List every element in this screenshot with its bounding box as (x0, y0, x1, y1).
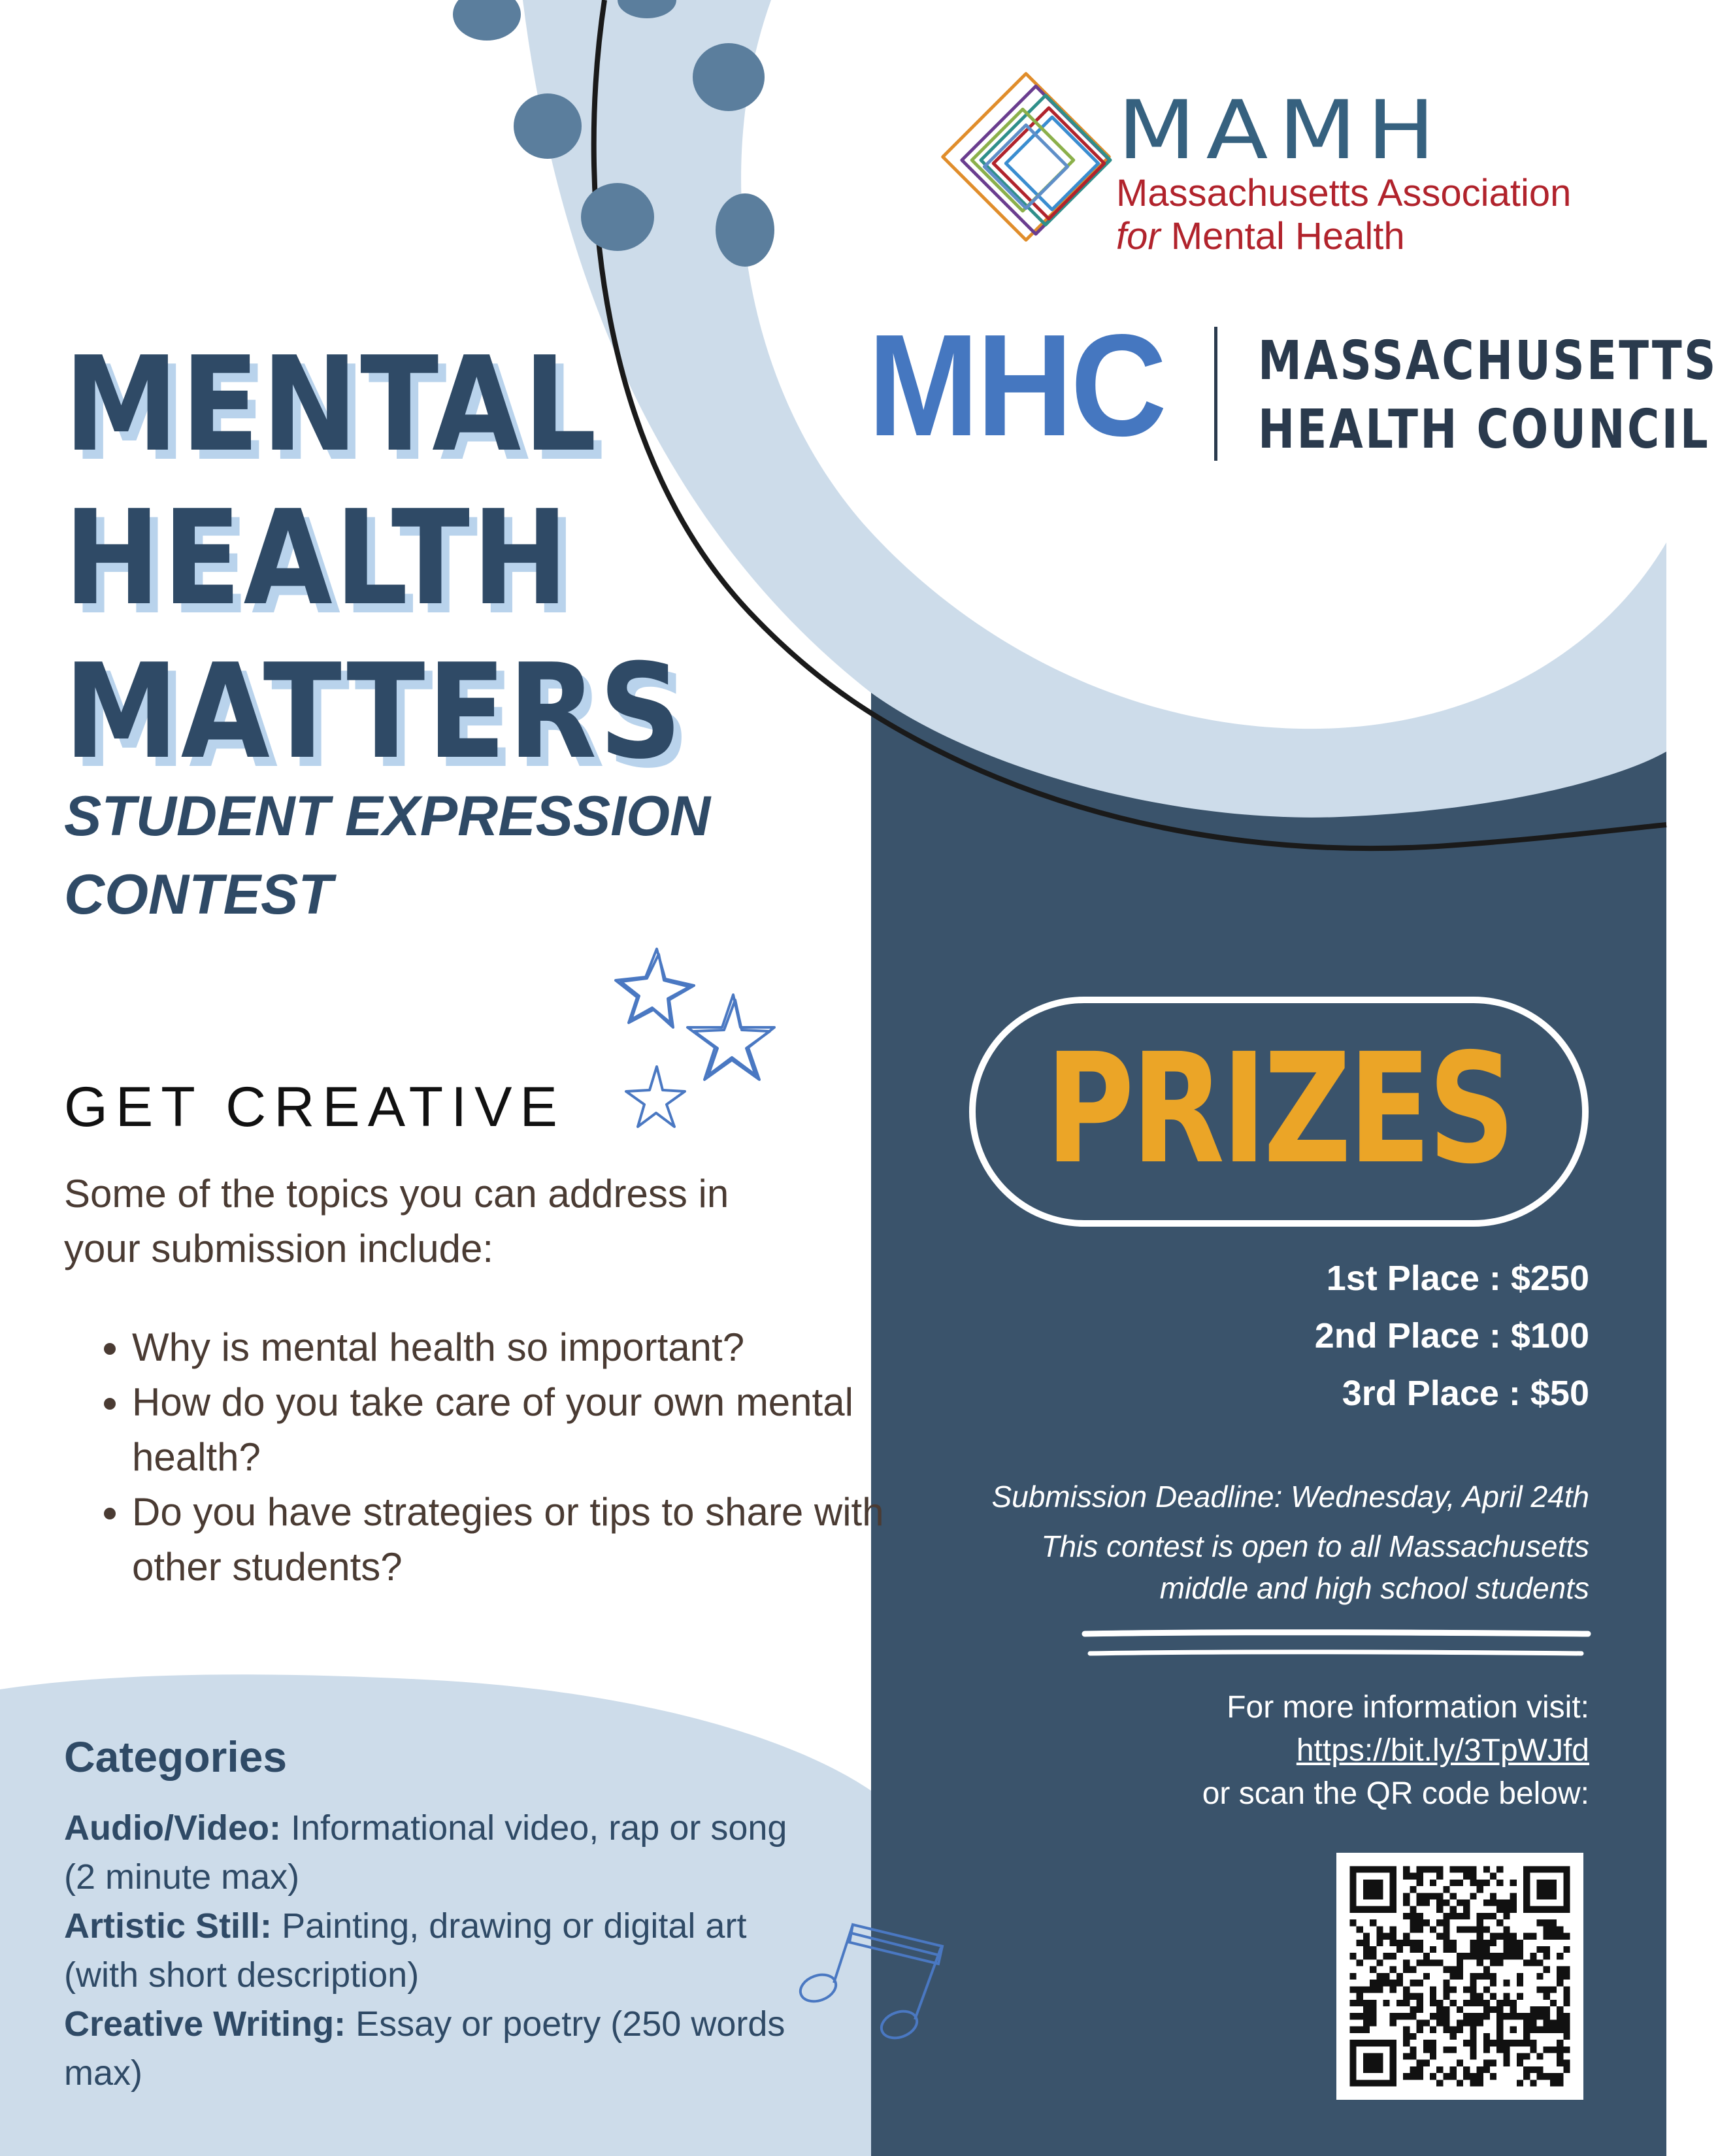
prize-first: 1st Place : $250 (1326, 1259, 1589, 1298)
mamh-subtitle-line2 (1116, 214, 1405, 258)
category-name: Creative Writing: (64, 2004, 346, 2044)
category-desc: Painting, drawing or digital art (with short description) (64, 1906, 747, 1995)
topic-item: • Do you have strategies or tips to share with other students? (132, 1485, 897, 1595)
topics-list (64, 1320, 897, 1595)
mamh-subtitle-line1: Massachusetts Association (1116, 172, 1572, 214)
mamh-wordmark: MAMH (1117, 84, 1445, 178)
title-line-1: MENTAL (64, 329, 599, 481)
mhc-name-line1: MASSACHUSETTS (1258, 330, 1718, 392)
subtitle-line-1: STUDENT EXPRESSION (64, 785, 711, 848)
categories-list (64, 1804, 789, 2098)
mhc-acronym: MHC (868, 305, 1165, 467)
category-desc: Informational video, rap or song (2 minute max) (64, 1808, 787, 1897)
title-line-3: MATTERS (64, 636, 684, 788)
submission-deadline: Submission Deadline: Wednesday, April 24th (991, 1480, 1589, 1514)
prizes-title: PRIZES (1045, 1021, 1513, 1197)
scan-qr-text: or scan the QR code below: (1202, 1776, 1589, 1811)
mamh-for: for (1116, 215, 1161, 257)
prize-third: 3rd Place : $50 (1342, 1374, 1589, 1413)
topics-intro: Some of the topics you can address in your submission include: (64, 1172, 729, 1270)
eligibility-line-1: This contest is open to all Massachusetts (1041, 1529, 1589, 1563)
prize-second: 2nd Place : $100 (1314, 1316, 1589, 1355)
divider-line-2 (1090, 1652, 1581, 1653)
category-desc: Essay or poetry (250 words max) (64, 2004, 785, 2093)
star-doodles (616, 949, 774, 1127)
title-line-2: HEALTH (64, 482, 571, 635)
mhc-divider (1214, 327, 1217, 461)
eligibility-line-2: middle and high school students (1159, 1571, 1589, 1605)
topic-item: • How do you take care of your own mental health? (132, 1375, 897, 1485)
mhc-name-line2: HEALTH COUNCIL (1258, 399, 1711, 461)
topic-item: • Why is mental health so important? (132, 1320, 897, 1375)
get-creative-heading: GET CREATIVE (64, 1076, 565, 1138)
more-info-text: For more information visit: (1227, 1690, 1589, 1725)
categories-heading: Categories (64, 1733, 288, 1781)
divider-line-1 (1085, 1633, 1588, 1634)
category-name: Artistic Still: (64, 1906, 273, 1946)
info-link[interactable]: https://bit.ly/3TpWJfd (1296, 1733, 1589, 1768)
mamh-mental-health: Mental Health (1170, 215, 1405, 257)
qr-code[interactable] (1336, 1853, 1583, 2100)
qr-code-pattern (1336, 1853, 1583, 2100)
category-name: Audio/Video: (64, 1808, 281, 1848)
subtitle-line-2: CONTEST (64, 863, 333, 926)
